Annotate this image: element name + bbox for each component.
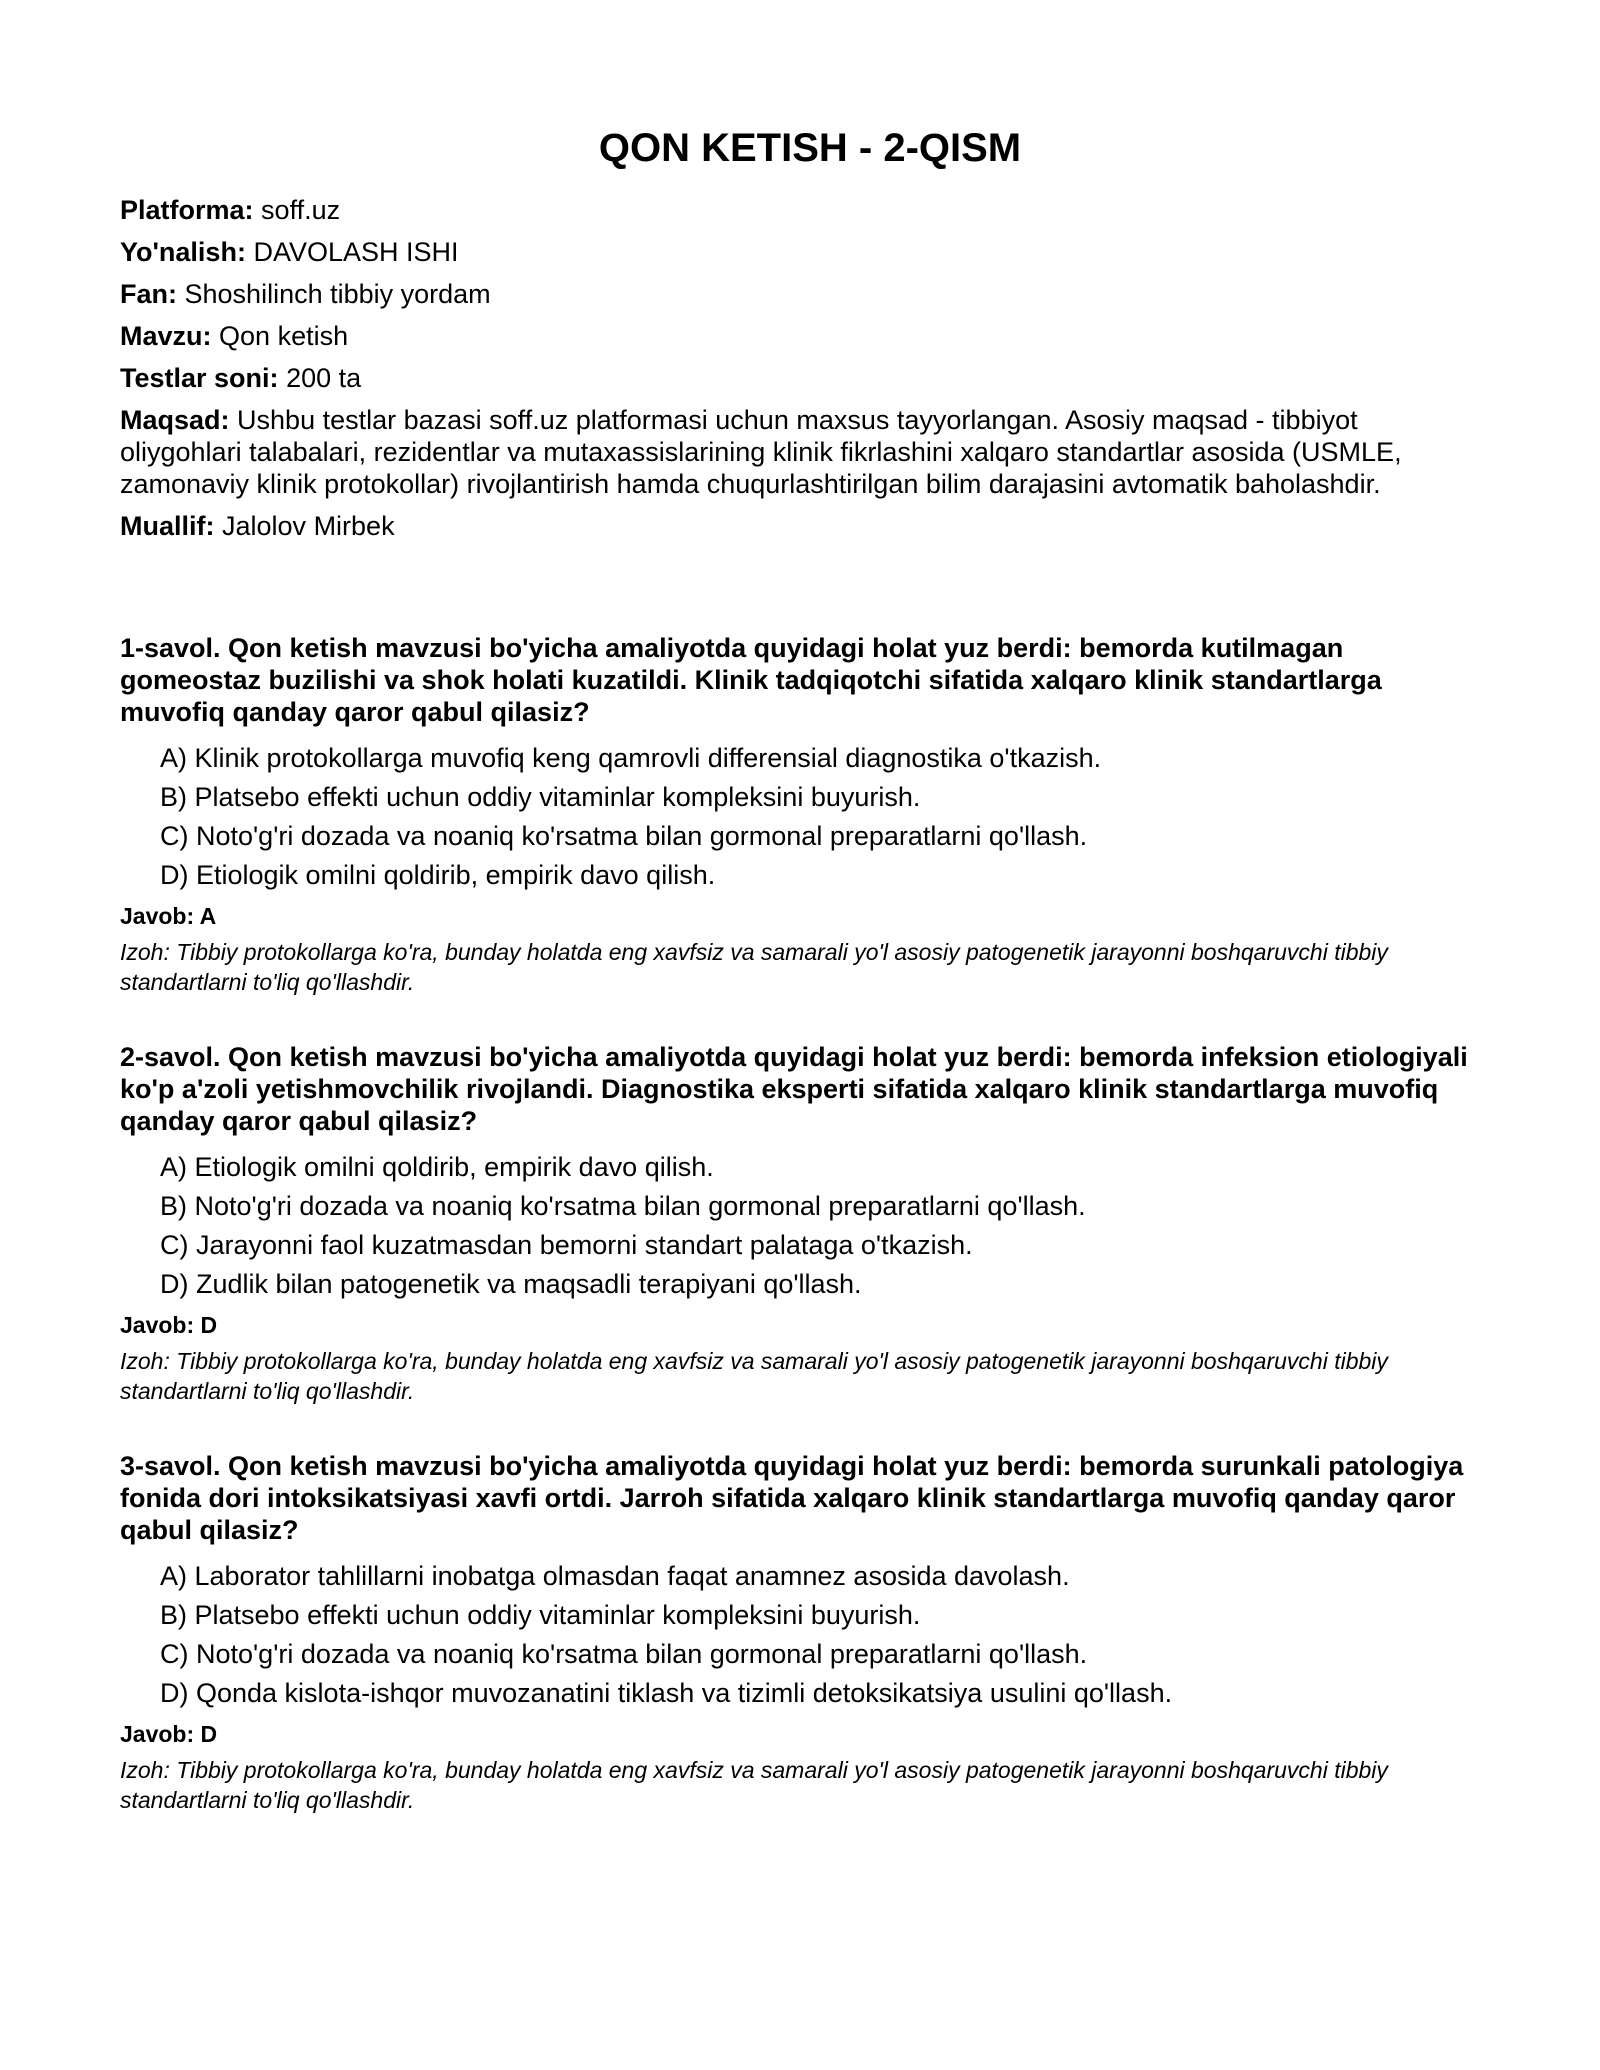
option-list [120, 1560, 1480, 1709]
meta-label: Muallif: [120, 511, 215, 541]
option-d: D) Qonda kislota-ishqor muvozanatini tiklash va tizimli detoksikatsiya usulini qo'llash. [160, 1678, 1173, 1708]
option-a: A) Laborator tahlillarni inobatga olmasdan faqat anamnez asosida davolash. [160, 1561, 1070, 1591]
option-b: B) Noto'g'ri dozada va noaniq ko'rsatma bilan gormonal preparatlarni qo'llash. [160, 1191, 1086, 1221]
meta-subject [120, 278, 1480, 310]
answer-label: Javob: D [120, 1312, 218, 1338]
explanation-note: Izoh: Tibbiy protokollarga ko'ra, bunday holatda eng xavfsiz va samarali yo'l asosiy patogenetik jarayonni boshqaruvchi tibbiy standartlarni to'liq qo'llashdir. [120, 1348, 1388, 1404]
option-b: B) Platsebo effekti uchun oddiy vitaminlar kompleksini buyurish. [160, 1600, 921, 1630]
explanation-note: Izoh: Tibbiy protokollarga ko'ra, bunday holatda eng xavfsiz va samarali yo'l asosiy patogenetik jarayonni boshqaruvchi tibbiy standartlarni to'liq qo'llashdir. [120, 939, 1388, 995]
question-text: 3-savol. Qon ketish mavzusi bo'yicha amaliyotda quyidagi holat yuz berdi: bemorda surunkali patologiya fonida dori intoksikatsiyasi xavfi ortdi. Jarroh sifatida xalqaro klinik standartlarga muvofiq qanday qaror qabul qilasiz? [120, 1451, 1464, 1545]
meta-value: Ushbu testlar bazasi soff.uz platformasi uchun maxsus tayyorlangan. Asosiy maqsad - tibbiyot oliygohlari talabalari, rezidentlar va mutaxassislarining klinik fikrlashini xalqaro standartlar asosida (USMLE, zamonaviy klinik protokollar) rivojlantirish hamda chuqurlashtirilgan bilim darajasini avtomatik baholashdir. [120, 405, 1402, 499]
meta-value: DAVOLASH ISHI [253, 237, 459, 267]
option-d: D) Etiologik omilni qoldirib, empirik davo qilish. [160, 860, 716, 890]
meta-author [120, 510, 1480, 542]
meta-label: Yo'nalish: [120, 237, 246, 267]
meta-value: Jalolov Mirbek [222, 511, 395, 541]
explanation-note: Izoh: Tibbiy protokollarga ko'ra, bunday holatda eng xavfsiz va samarali yo'l asosiy patogenetik jarayonni boshqaruvchi tibbiy standartlarni to'liq qo'llashdir. [120, 1757, 1388, 1813]
meta-value: 200 ta [286, 363, 362, 393]
meta-value: Shoshilinch tibbiy yordam [184, 279, 491, 309]
option-list [120, 742, 1480, 891]
option-c: C) Noto'g'ri dozada va noaniq ko'rsatma bilan gormonal preparatlarni qo'llash. [160, 1639, 1088, 1669]
meta-platform [120, 194, 1480, 226]
meta-topic [120, 320, 1480, 352]
page-title: QON KETISH - 2-QISM [598, 126, 1022, 170]
question-block [120, 1041, 1480, 1406]
question-block [120, 632, 1480, 997]
meta-label: Testlar soni: [120, 363, 279, 393]
meta-label: Fan: [120, 279, 177, 309]
question-text: 1-savol. Qon ketish mavzusi bo'yicha amaliyotda quyidagi holat yuz berdi: bemorda kutilmagan gomeostaz buzilishi va shok holati kuzatildi. Klinik tadqiqotchi sifatida xalqaro klinik standartlarga muvofiq qanday qaror qabul qilasiz? [120, 633, 1382, 727]
question-block [120, 1450, 1480, 1815]
metadata-block [120, 194, 1480, 542]
option-c: C) Noto'g'ri dozada va noaniq ko'rsatma bilan gormonal preparatlarni qo'llash. [160, 821, 1088, 851]
meta-value: soff.uz [261, 195, 341, 225]
option-list [120, 1151, 1480, 1300]
option-c: C) Jarayonni faol kuzatmasdan bemorni standart palataga o'tkazish. [160, 1230, 973, 1260]
meta-label: Mavzu: [120, 321, 212, 351]
answer-label: Javob: A [120, 903, 217, 929]
option-b: B) Platsebo effekti uchun oddiy vitaminlar kompleksini buyurish. [160, 782, 921, 812]
meta-label: Platforma: [120, 195, 254, 225]
meta-goal [120, 404, 1480, 500]
question-text: 2-savol. Qon ketish mavzusi bo'yicha amaliyotda quyidagi holat yuz berdi: bemorda infeksion etiologiyali ko'p a'zoli yetishmovchilik rivojlandi. Diagnostika eksperti sifatida xalqaro klinik standartlarga muvofiq qanday qaror qabul qilasiz? [120, 1042, 1468, 1136]
meta-label: Maqsad: [120, 405, 230, 435]
option-a: A) Etiologik omilni qoldirib, empirik davo qilish. [160, 1152, 714, 1182]
meta-direction [120, 236, 1480, 268]
meta-value: Qon ketish [219, 321, 349, 351]
option-d: D) Zudlik bilan patogenetik va maqsadli terapiyani qo'llash. [160, 1269, 862, 1299]
option-a: A) Klinik protokollarga muvofiq keng qamrovli differensial diagnostika o'tkazish. [160, 743, 1102, 773]
answer-label: Javob: D [120, 1721, 218, 1747]
meta-test-count [120, 362, 1480, 394]
